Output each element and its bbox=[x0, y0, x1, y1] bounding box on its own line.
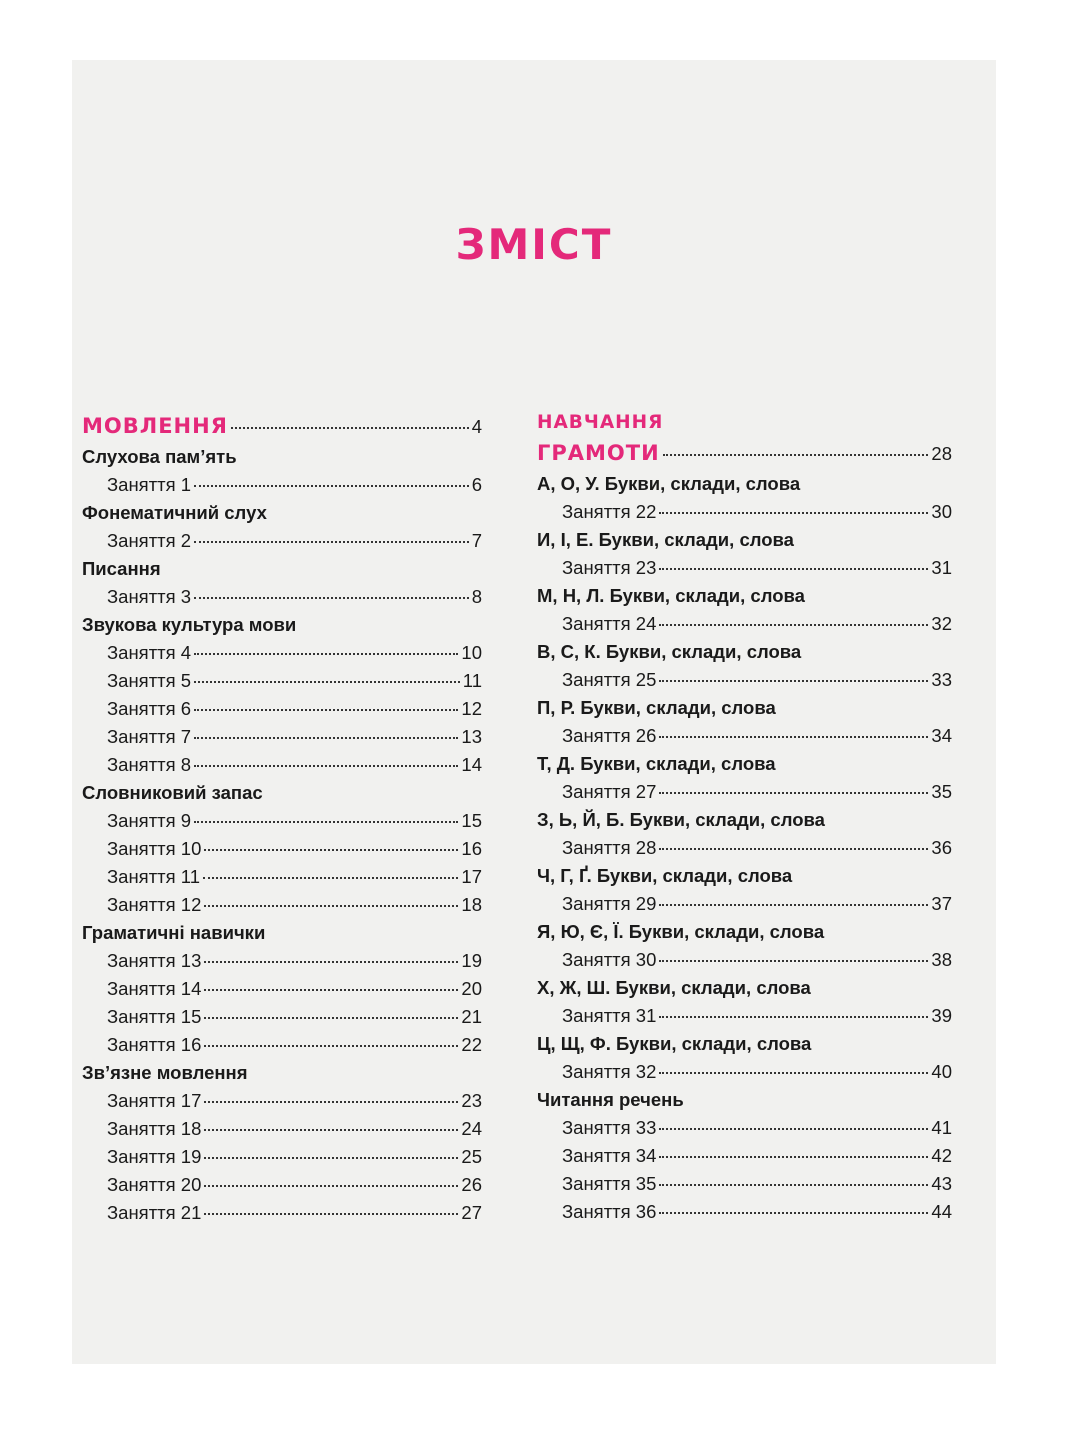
page-number: 43 bbox=[931, 1173, 952, 1194]
toc-entry[interactable] bbox=[107, 670, 482, 692]
page-number: 6 bbox=[471, 474, 482, 495]
dot-leader bbox=[204, 1100, 458, 1103]
toc-entry-label: Заняття 26 bbox=[562, 725, 657, 746]
toc-entry-label: Заняття 34 bbox=[562, 1145, 657, 1166]
toc-entry[interactable] bbox=[107, 586, 482, 608]
page-number: 40 bbox=[931, 1061, 952, 1082]
page-number: 20 bbox=[461, 978, 482, 999]
toc-entry[interactable] bbox=[107, 642, 482, 664]
toc-entry[interactable] bbox=[562, 893, 952, 915]
toc-entry[interactable] bbox=[562, 781, 952, 803]
toc-entry-label: Заняття 18 bbox=[107, 1118, 202, 1139]
toc-entry[interactable] bbox=[562, 1201, 952, 1223]
dot-leader bbox=[194, 484, 469, 487]
toc-entry-label: Заняття 6 bbox=[107, 698, 192, 719]
section-title-line1: НАВЧАННЯ bbox=[537, 412, 664, 433]
dot-leader bbox=[659, 847, 928, 850]
page-number: 17 bbox=[461, 866, 482, 887]
dot-leader bbox=[194, 596, 469, 599]
toc-entry-label: Заняття 1 bbox=[107, 474, 192, 495]
dot-leader bbox=[659, 903, 928, 906]
dot-leader bbox=[659, 511, 928, 514]
dot-leader bbox=[194, 680, 460, 683]
toc-entry[interactable] bbox=[562, 1005, 952, 1027]
dot-leader bbox=[204, 988, 458, 991]
toc-entry-label: Заняття 27 bbox=[562, 781, 657, 802]
dot-leader bbox=[659, 1015, 928, 1018]
toc-group-title: И, І, Е. Букви, склади, слова bbox=[537, 529, 794, 550]
dot-leader bbox=[204, 1044, 458, 1047]
toc-entry-label: Заняття 11 bbox=[107, 866, 201, 887]
toc-entry-label: Заняття 9 bbox=[107, 810, 192, 831]
toc-entry[interactable] bbox=[107, 698, 482, 720]
page-number: 32 bbox=[931, 613, 952, 634]
toc-entry-label: Заняття 12 bbox=[107, 894, 202, 915]
dot-leader bbox=[659, 567, 928, 570]
toc-entry-label: Заняття 4 bbox=[107, 642, 192, 663]
page-number: 21 bbox=[461, 1006, 482, 1027]
toc-entry[interactable] bbox=[107, 1146, 482, 1168]
toc-entry-label: Заняття 19 bbox=[107, 1146, 202, 1167]
toc-entry[interactable] bbox=[107, 866, 482, 888]
dot-leader bbox=[194, 540, 469, 543]
toc-group-title: Звукова культура мови bbox=[82, 614, 297, 635]
toc-entry-label: Заняття 25 bbox=[562, 669, 657, 690]
toc-entry[interactable] bbox=[107, 894, 482, 916]
toc-group-title: В, С, К. Букви, склади, слова bbox=[537, 641, 802, 662]
dot-leader bbox=[194, 736, 458, 739]
page-number: 22 bbox=[461, 1034, 482, 1055]
toc-entry[interactable] bbox=[107, 950, 482, 972]
page-number: 11 bbox=[462, 670, 482, 691]
toc-group-title: Т, Д. Букви, склади, слова bbox=[537, 753, 776, 774]
toc-entry-label: Заняття 5 bbox=[107, 670, 192, 691]
dot-leader bbox=[194, 652, 458, 655]
page-number: 19 bbox=[461, 950, 482, 971]
toc-entry[interactable] bbox=[107, 978, 482, 1000]
toc-entry-label: Заняття 20 bbox=[107, 1174, 202, 1195]
toc-group-title: Я, Ю, Є, Ї. Букви, склади, слова bbox=[537, 921, 825, 942]
toc-entry-label: Заняття 36 bbox=[562, 1201, 657, 1222]
toc-entry-label: Заняття 33 bbox=[562, 1117, 657, 1138]
toc-entry-label: Заняття 29 bbox=[562, 893, 657, 914]
toc-entry-label: Заняття 23 bbox=[562, 557, 657, 578]
toc-entry-label: Заняття 13 bbox=[107, 950, 202, 971]
page-number: 39 bbox=[931, 1005, 952, 1026]
page-number: 41 bbox=[931, 1117, 952, 1138]
toc-entry[interactable] bbox=[107, 474, 482, 496]
dot-leader bbox=[194, 764, 458, 767]
dot-leader bbox=[659, 1127, 928, 1130]
toc-entry[interactable] bbox=[562, 501, 952, 523]
page-number: 35 bbox=[931, 781, 952, 802]
toc-entry[interactable] bbox=[107, 1090, 482, 1112]
toc-entry[interactable] bbox=[562, 557, 952, 579]
toc-group-title: Граматичні навички bbox=[82, 922, 266, 943]
section-title: МОВЛЕННЯ bbox=[82, 414, 228, 438]
page-number: 24 bbox=[461, 1118, 482, 1139]
toc-entry[interactable] bbox=[562, 1145, 952, 1167]
toc-entry[interactable] bbox=[107, 726, 482, 748]
dot-leader bbox=[659, 1211, 928, 1214]
page-number: 44 bbox=[931, 1201, 952, 1222]
page-number: 8 bbox=[471, 586, 482, 607]
page-number: 27 bbox=[461, 1202, 482, 1223]
toc-entry-label: Заняття 17 bbox=[107, 1090, 202, 1111]
toc-entry-label: Заняття 15 bbox=[107, 1006, 202, 1027]
page-number: 30 bbox=[931, 501, 952, 522]
toc-group-title: А, О, У. Букви, склади, слова bbox=[537, 473, 801, 494]
page-number: 33 bbox=[931, 669, 952, 690]
dot-leader bbox=[659, 1155, 928, 1158]
toc-group-title: Ц, Щ, Ф. Букви, склади, слова bbox=[537, 1033, 812, 1054]
dot-leader bbox=[204, 1128, 458, 1131]
dot-leader bbox=[659, 791, 928, 794]
page-number: 34 bbox=[931, 725, 952, 746]
dot-leader bbox=[231, 426, 469, 429]
page-number: 15 bbox=[461, 810, 482, 831]
dot-leader bbox=[204, 848, 458, 851]
toc-entry[interactable] bbox=[562, 1173, 952, 1195]
toc-entry[interactable] bbox=[562, 613, 952, 635]
page-number: 36 bbox=[931, 837, 952, 858]
page-number: 12 bbox=[461, 698, 482, 719]
toc-entry-label: Заняття 31 bbox=[562, 1005, 657, 1026]
toc-entry[interactable] bbox=[107, 1006, 482, 1028]
page-number: 28 bbox=[931, 443, 952, 464]
dot-leader bbox=[204, 1156, 458, 1159]
dot-leader bbox=[663, 453, 929, 456]
toc-group-title: Зв’язне мовлення bbox=[82, 1062, 248, 1083]
page-number: 38 bbox=[931, 949, 952, 970]
page-number: 23 bbox=[461, 1090, 482, 1111]
section-title-line2: ГРАМОТИ bbox=[537, 441, 660, 465]
toc-entry-label: Заняття 8 bbox=[107, 754, 192, 775]
dot-leader bbox=[204, 1212, 458, 1215]
toc-group-title: Словниковий запас bbox=[82, 782, 263, 803]
toc-group-title: Слухова пам’ять bbox=[82, 446, 237, 467]
dot-leader bbox=[659, 623, 928, 626]
toc-entry-label: Заняття 14 bbox=[107, 978, 202, 999]
dot-leader bbox=[204, 960, 458, 963]
page-number: 10 bbox=[461, 642, 482, 663]
toc-entry[interactable] bbox=[562, 725, 952, 747]
dot-leader bbox=[659, 735, 928, 738]
toc-entry-label: Заняття 28 bbox=[562, 837, 657, 858]
page-number: 4 bbox=[471, 416, 482, 437]
toc-group-title: Ч, Г, Ґ. Букви, склади, слова bbox=[537, 865, 793, 886]
page-title: ЗМІСТ bbox=[455, 220, 613, 269]
toc-entry[interactable] bbox=[107, 1118, 482, 1140]
page-number: 16 bbox=[461, 838, 482, 859]
page-number: 13 bbox=[461, 726, 482, 747]
toc-entry-label: Заняття 21 bbox=[107, 1202, 202, 1223]
page-number: 37 bbox=[931, 893, 952, 914]
toc-page bbox=[72, 60, 996, 1364]
dot-leader bbox=[659, 679, 928, 682]
toc-entry[interactable] bbox=[562, 837, 952, 859]
toc-entry[interactable] bbox=[107, 1034, 482, 1056]
toc-entry[interactable] bbox=[562, 1117, 952, 1139]
toc-group-title: Читання речень bbox=[537, 1089, 684, 1110]
page-number: 18 bbox=[461, 894, 482, 915]
toc-entry[interactable] bbox=[107, 838, 482, 860]
page-number: 25 bbox=[461, 1146, 482, 1167]
dot-leader bbox=[204, 1184, 458, 1187]
page-number: 42 bbox=[931, 1145, 952, 1166]
toc-entry[interactable] bbox=[107, 530, 482, 552]
toc-group-title: М, Н, Л. Букви, склади, слова bbox=[537, 585, 805, 606]
toc-entry[interactable] bbox=[107, 810, 482, 832]
dot-leader bbox=[194, 820, 458, 823]
dot-leader bbox=[194, 708, 458, 711]
toc-entry-label: Заняття 22 bbox=[562, 501, 657, 522]
toc-entry-label: Заняття 10 bbox=[107, 838, 202, 859]
dot-leader bbox=[659, 1183, 928, 1186]
toc-entry-label: Заняття 7 bbox=[107, 726, 192, 747]
dot-leader bbox=[203, 876, 458, 879]
toc-entry-label: Заняття 2 bbox=[107, 530, 192, 551]
toc-group-title: Фонематичний слух bbox=[82, 502, 267, 523]
page-number: 14 bbox=[461, 754, 482, 775]
toc-group-title: П, Р. Букви, склади, слова bbox=[537, 697, 776, 718]
toc-entry-label: Заняття 24 bbox=[562, 613, 657, 634]
section-heading-speech[interactable] bbox=[82, 414, 482, 438]
dot-leader bbox=[204, 1016, 458, 1019]
toc-entry-label: Заняття 16 bbox=[107, 1034, 202, 1055]
toc-entry-label: Заняття 30 bbox=[562, 949, 657, 970]
toc-entry[interactable] bbox=[562, 669, 952, 691]
dot-leader bbox=[204, 904, 458, 907]
toc-entry[interactable] bbox=[562, 1061, 952, 1083]
dot-leader bbox=[659, 959, 928, 962]
toc-entry-label: Заняття 35 bbox=[562, 1173, 657, 1194]
toc-group-title: З, Ь, Й, Б. Букви, склади, слова bbox=[537, 809, 825, 830]
section-heading-literacy[interactable] bbox=[537, 441, 952, 465]
toc-entry[interactable] bbox=[562, 949, 952, 971]
toc-entry-label: Заняття 32 bbox=[562, 1061, 657, 1082]
toc-entry[interactable] bbox=[107, 1174, 482, 1196]
page-number: 26 bbox=[461, 1174, 482, 1195]
page-number: 31 bbox=[931, 557, 952, 578]
toc-group-title: Х, Ж, Ш. Букви, склади, слова bbox=[537, 977, 811, 998]
toc-entry[interactable] bbox=[107, 1202, 482, 1224]
toc-entry[interactable] bbox=[107, 754, 482, 776]
toc-group-title: Писання bbox=[82, 558, 161, 579]
toc-entry-label: Заняття 3 bbox=[107, 586, 192, 607]
page-number: 7 bbox=[471, 530, 482, 551]
dot-leader bbox=[659, 1071, 928, 1074]
